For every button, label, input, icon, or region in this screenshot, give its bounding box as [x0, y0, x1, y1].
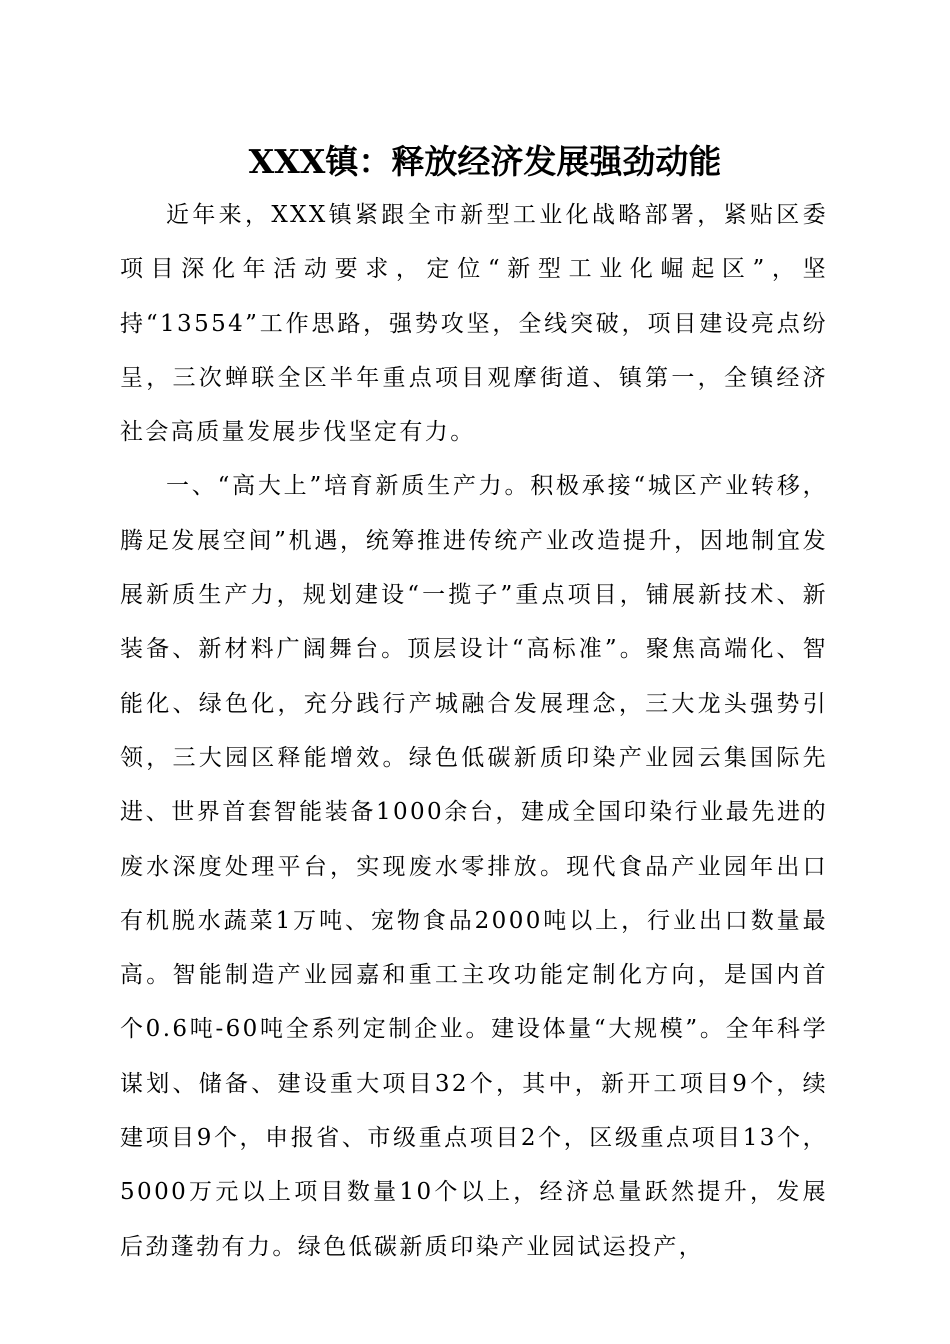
- paragraph-section-one: 一、“高大上”培育新质生产力。积极承接“城区产业转移，腾足发展空间”机遇，统筹推进传统产业改造提升，因地制宜发展新质生产力，规划建设“一揽子”重点项目，铺展新技术、新装备、新材料广阔舞台。顶层设计“高标准”。聚焦高端化、智能化、绿色化，充分践行产城融合发展理念，三大龙头强势引领，三大园区释能增效。绿色低碳新质印染产业园云集国际先进、世界首套智能装备1000余台，建成全国印染行业最先进的废水深度处理平台，实现废水零排放。现代食品产业园年出口有机脱水蔬菜1万吨、宠物食品2000吨以上，行业出口数量最高。智能制造产业园嘉和重工主攻功能定制化方向，是国内首个0.6吨-60吨全系列定制企业。建设体量“大规模”。全年科学谋划、储备、建设重大项目32个，其中，新开工项目9个，续建项目9个，申报省、市级重点项目2个，区级重点项目13个，5000万元以上项目数量10个以上，经济总量跃然提升，发展后劲蓬勃有力。绿色低碳新质印染产业园试运投产，: [120, 473, 828, 1260]
- document-title: XXX镇：释放经济发展强劲动能: [248, 142, 722, 181]
- paragraph-intro: 近年来，XXX镇紧跟全市新型工业化战略部署，紧贴区委项目深化年活动要求，定位“新型工业化崛起区”，坚持“13554”工作思路，强势攻坚，全线突破，项目建设亮点纷呈，三次蝉联全区半年重点项目观摩街道、镇第一，全镇经济社会高质量发展步伐坚定有力。: [120, 202, 828, 446]
- document-body: [120, 188, 828, 1274]
